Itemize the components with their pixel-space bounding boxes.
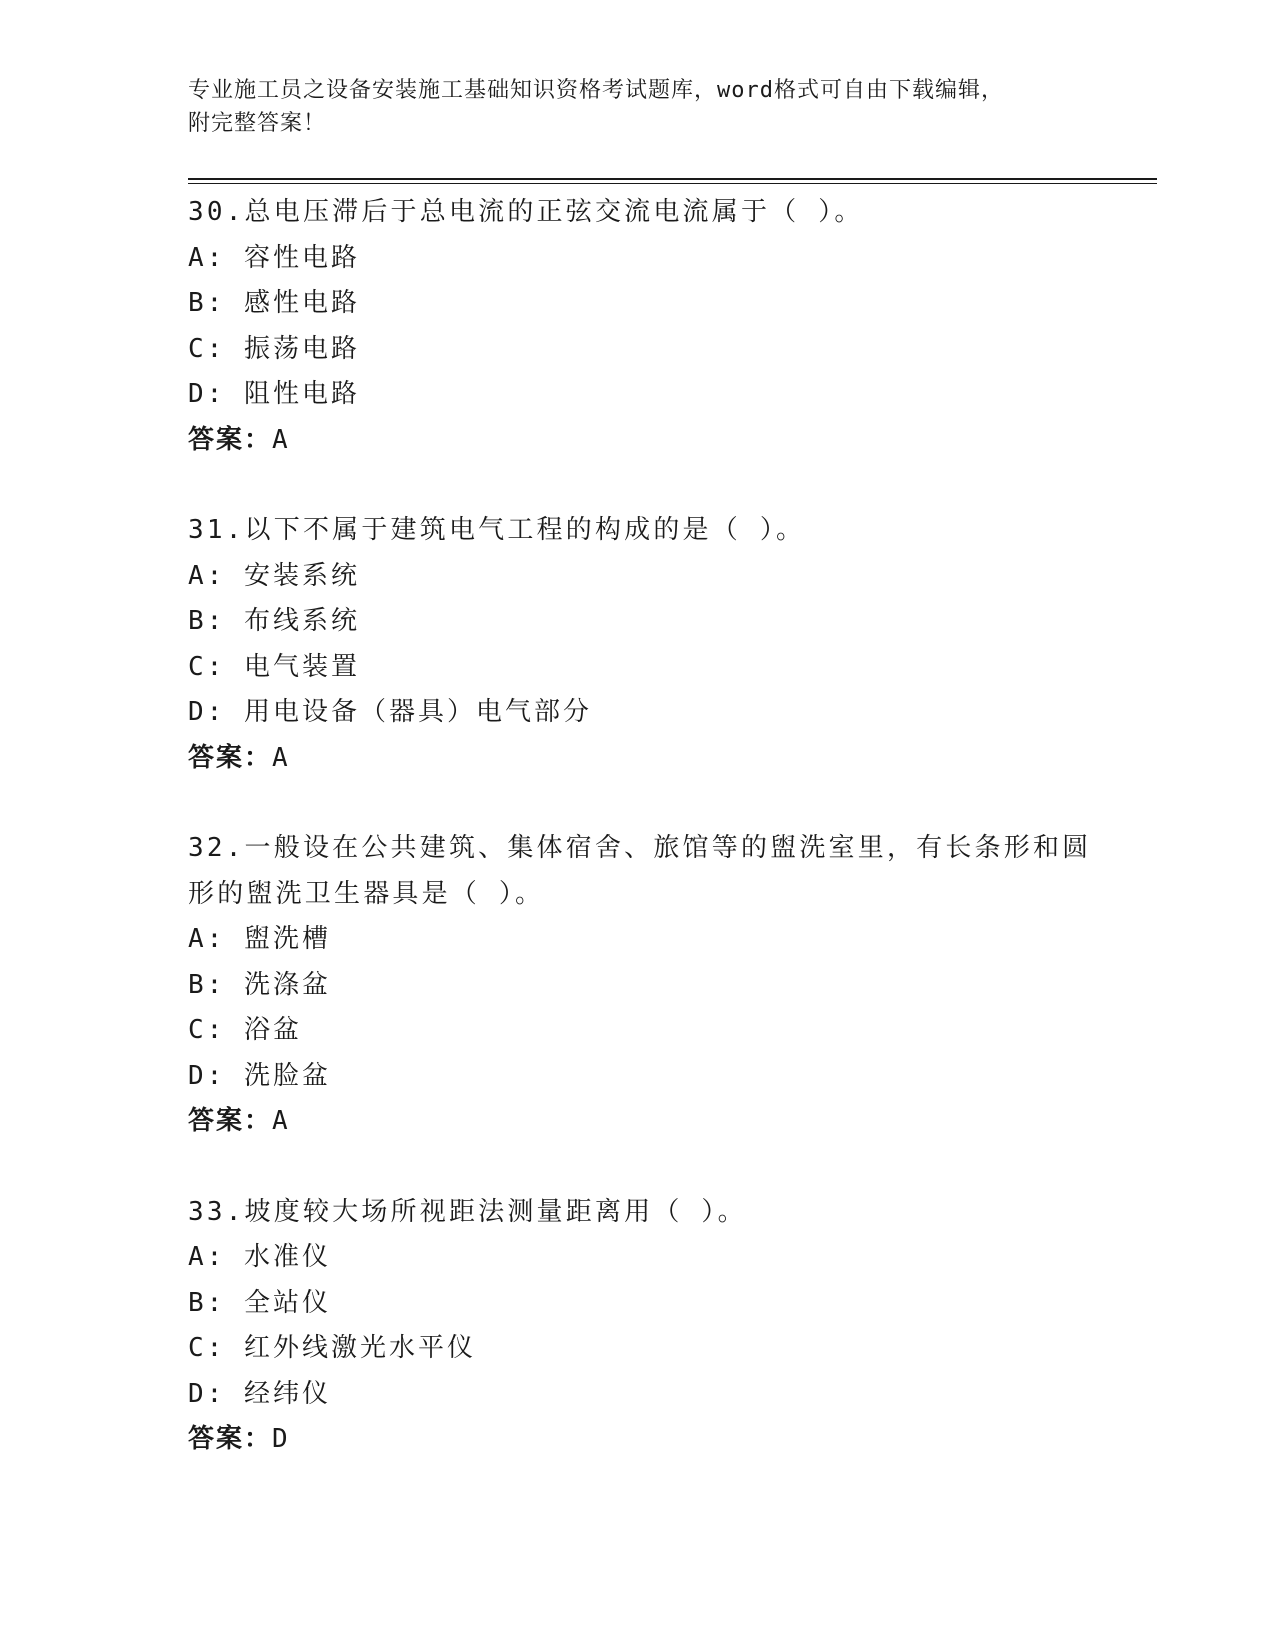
question-33 — [188, 1190, 1148, 1463]
option-a: A: 盥洗槽 — [188, 924, 331, 954]
answer-line — [188, 1417, 1148, 1463]
answer-label: 答案： — [188, 1106, 273, 1136]
option-b: B: 洗涤盆 — [188, 969, 331, 1000]
option-b: B: 感性电路 — [188, 288, 360, 318]
answer-line — [188, 1099, 1148, 1145]
document-header — [188, 74, 1088, 140]
question-31 — [188, 508, 1148, 781]
option-b: B: 全站仪 — [188, 1287, 331, 1318]
question-stem: 32.一般设在公共建筑、集体宿舍、旅馆等的盥洗室里，有长条形和圆 — [188, 833, 1092, 863]
answer-label: 答案： — [188, 742, 273, 773]
header-divider-thick — [188, 178, 1157, 180]
option-d: D: 洗脸盆 — [188, 1060, 331, 1091]
answer-value: A — [272, 742, 290, 773]
question-30 — [188, 190, 1148, 463]
option-b: B: 布线系统 — [188, 606, 360, 636]
question-stem-continued: 形的盥洗卫生器具是（ ）。 — [188, 878, 545, 909]
header-line-1: 专业施工员之设备安装施工基础知识资格考试题库，word格式可自由下载编辑， — [188, 78, 1004, 103]
answer-value: A — [272, 424, 290, 455]
answer-label: 答案： — [188, 424, 273, 455]
option-c: C: 电气装置 — [188, 651, 360, 682]
answer-line — [188, 418, 1148, 464]
option-a: A: 容性电路 — [188, 242, 360, 273]
header-divider-thin — [188, 183, 1157, 184]
option-c: C: 红外线激光水平仪 — [188, 1333, 476, 1363]
answer-value: D — [272, 1424, 290, 1454]
option-c: C: 振荡电路 — [188, 333, 360, 364]
question-stem: 30.总电压滞后于总电流的正弦交流电流属于（ ）。 — [188, 197, 864, 227]
header-line-2: 附完整答案！ — [188, 111, 327, 136]
option-a: A: 安装系统 — [188, 560, 360, 591]
question-stem: 33.坡度较大场所视距法测量距离用（ ）。 — [188, 1196, 747, 1227]
option-d: D: 用电设备（器具）电气部分 — [188, 697, 592, 727]
question-list — [188, 190, 1148, 1463]
question-stem: 31.以下不属于建筑电气工程的构成的是（ ）。 — [188, 515, 806, 545]
option-a: A: 水准仪 — [188, 1242, 331, 1272]
answer-value: A — [272, 1106, 290, 1136]
answer-label: 答案： — [188, 1424, 273, 1454]
option-c: C: 浴盆 — [188, 1015, 302, 1045]
option-d: D: 经纬仪 — [188, 1378, 331, 1409]
answer-line — [188, 736, 1148, 782]
option-d: D: 阻性电路 — [188, 379, 360, 409]
question-32 — [188, 826, 1148, 1145]
